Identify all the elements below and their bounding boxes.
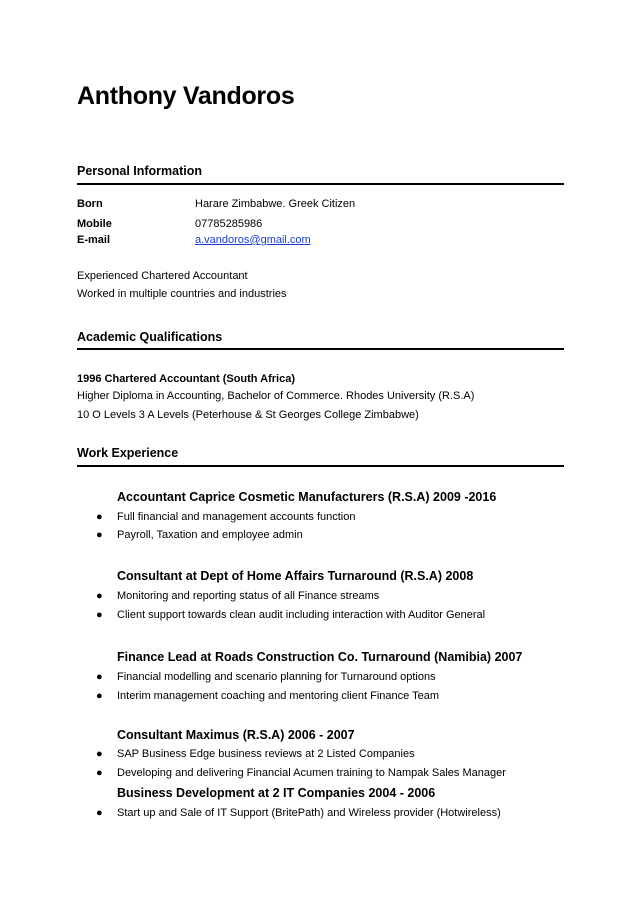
- section-title-academic: Academic Qualifications: [77, 330, 223, 344]
- job-heading: Accountant Caprice Cosmetic Manufacturers (R.S.A) 2009 -2016: [117, 490, 497, 504]
- summary-line: Worked in multiple countries and industries: [77, 288, 287, 300]
- job-bullet: ● Client support towards clean audit including interaction with Auditor General: [96, 609, 486, 621]
- qualification-line: 1996 Chartered Accountant (South Africa): [77, 373, 296, 385]
- job-heading: Finance Lead at Roads Construction Co. Turnaround (Namibia) 2007: [117, 650, 523, 664]
- bullet-icon: ●: [96, 529, 103, 541]
- job-bullet: ● Start up and Sale of IT Support (BritePath) and Wireless provider (Hotwireless): [96, 807, 501, 819]
- section-title-personal: Personal Information: [77, 164, 203, 178]
- mobile-label: Mobile: [77, 218, 112, 230]
- bullet-icon: ●: [96, 748, 103, 760]
- bullet-icon: ●: [96, 590, 103, 602]
- bullet-icon: ●: [96, 807, 103, 819]
- born-value: Harare Zimbabwe. Greek Citizen: [195, 198, 356, 210]
- section-divider: [77, 183, 564, 185]
- email-link[interactable]: a.vandoros@gmail.com: [195, 234, 311, 246]
- resume-name: Anthony Vandoros: [77, 82, 295, 110]
- bullet-icon: ●: [96, 671, 103, 683]
- summary-line: Experienced Chartered Accountant: [77, 270, 248, 282]
- bullet-icon: ●: [96, 511, 103, 523]
- section-title-work: Work Experience: [77, 446, 179, 460]
- mobile-value: 07785285986: [195, 218, 263, 230]
- job-heading: Business Development at 2 IT Companies 2004 - 2006: [117, 786, 436, 800]
- section-divider: [77, 465, 564, 467]
- job-bullet: ● Full financial and management accounts function: [96, 511, 356, 523]
- email-label: E-mail: [77, 234, 111, 246]
- bullet-icon: ●: [96, 690, 103, 702]
- job-bullet: ● Financial modelling and scenario planning for Turnaround options: [96, 671, 436, 683]
- job-heading: Consultant Maximus (R.S.A) 2006 - 2007: [117, 728, 355, 742]
- job-bullet: ● Developing and delivering Financial Acumen training to Nampak Sales Manager: [96, 767, 506, 779]
- born-label: Born: [77, 198, 103, 210]
- section-divider: [77, 348, 564, 350]
- job-bullet: ● Payroll, Taxation and employee admin: [96, 529, 303, 541]
- job-bullet: ● SAP Business Edge business reviews at 2 Listed Companies: [96, 748, 415, 760]
- job-bullet: ● Monitoring and reporting status of all Finance streams: [96, 590, 380, 602]
- bullet-icon: ●: [96, 609, 103, 621]
- job-heading: Consultant at Dept of Home Affairs Turnaround (R.S.A) 2008: [117, 569, 474, 583]
- qualification-line: 10 O Levels 3 A Levels (Peterhouse & St Georges College Zimbabwe): [77, 409, 419, 421]
- bullet-icon: ●: [96, 767, 103, 779]
- qualification-line: Higher Diploma in Accounting, Bachelor of Commerce. Rhodes University (R.S.A): [77, 390, 475, 402]
- job-bullet: ● Interim management coaching and mentoring client Finance Team: [96, 690, 440, 702]
